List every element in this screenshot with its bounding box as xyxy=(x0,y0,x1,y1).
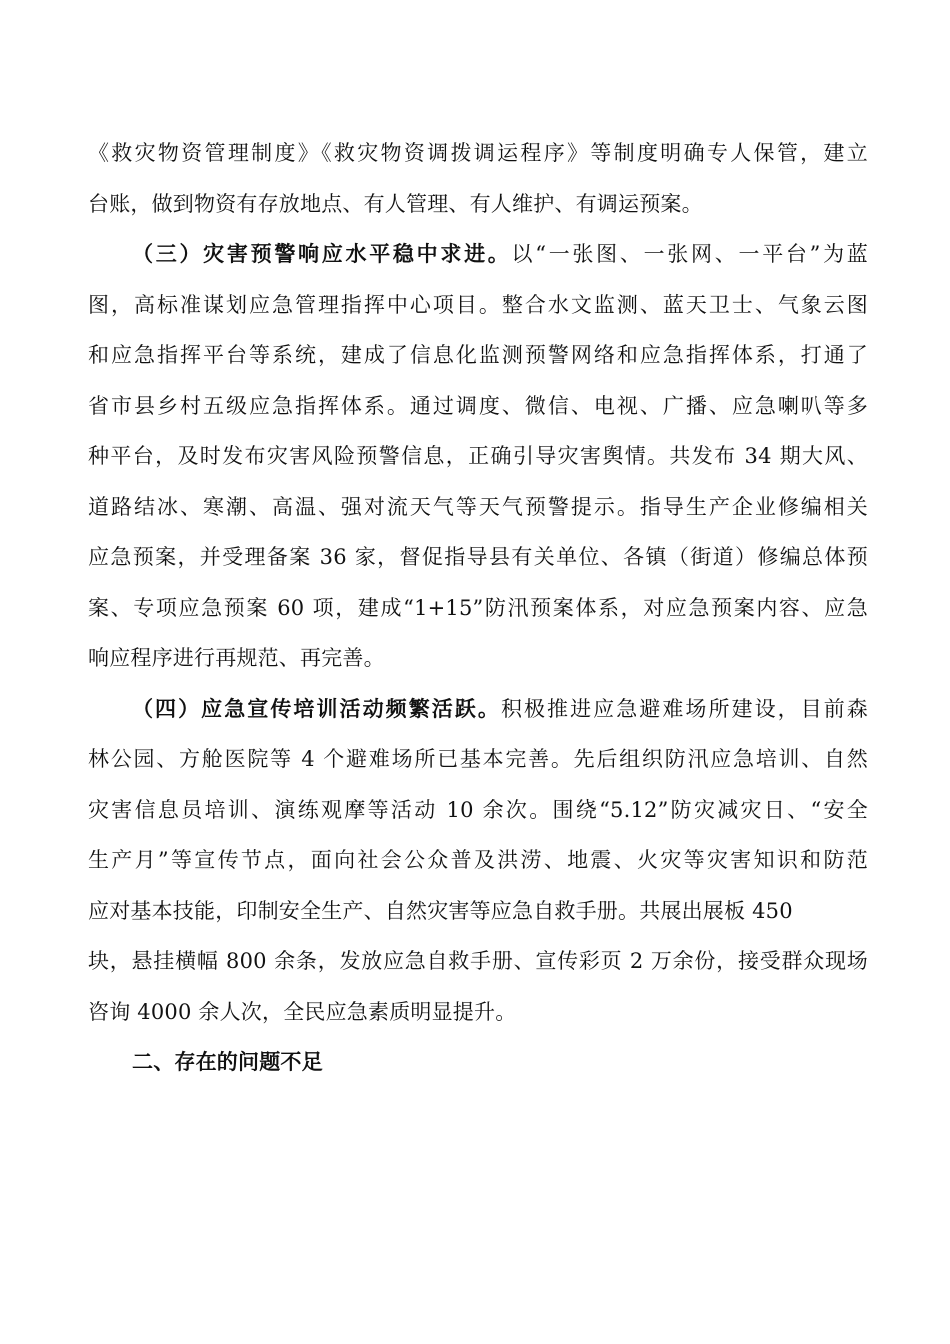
text-line: 应对基本技能，印制安全生产、自然灾害等应急自救手册。共展出展板 450 xyxy=(88,898,793,923)
text-line: 种平台，及时发布灾害风险预警信息，正确引导灾害舆情。共发布 34 期大风、 xyxy=(88,444,868,468)
document-body xyxy=(88,128,868,1088)
section-3-first-line xyxy=(88,229,868,280)
text-line: 响应程序进行再规范、再完善。 xyxy=(88,646,385,670)
text-line: 生产月”等宣传节点，面向社会公众普及洪涝、地震、火灾等灾害知识和防范 xyxy=(88,848,868,872)
text-line: 和应急指挥平台等系统，建成了信息化监测预警网络和应急指挥体系，打通了 xyxy=(88,343,868,367)
text-line: 道路结冰、寒潮、高温、强对流天气等天气预警提示。指导生产企业修编相关 xyxy=(88,494,868,519)
text-line: 灾害信息员培训、演练观摩等活动 10 余次。围绕“5.12”防灾减灾日、“安全 xyxy=(88,797,868,822)
text-line: 案、专项应急预案 60 项，建成“1+15”防汛预案体系，对应急预案内容、应急 xyxy=(88,595,868,620)
text-line: 应急预案，并受理备案 36 家，督促指导县有关单位、各镇（街道）修编总体预 xyxy=(88,545,868,569)
section-4-first-line xyxy=(88,684,868,735)
section-4-lead-text: 积极推进应急避难场所建设，目前森 xyxy=(500,696,869,721)
text-line: 块，悬挂横幅 800 余条，发放应急自救手册、宣传彩页 2 万余份，接受群众现场 xyxy=(88,949,868,973)
text-line: 省市县乡村五级应急指挥体系。通过调度、微信、电视、广播、应急喇叭等多 xyxy=(88,393,868,418)
text-line: 台账，做到物资有存放地点、有人管理、有人维护、有调运预案。 xyxy=(88,191,703,216)
section-two-title: 二、存在的问题不足 xyxy=(132,1049,323,1074)
text-line: 咨询 4000 余人次，全民应急素质明显提升。 xyxy=(88,999,517,1024)
text-line: 图，高标准谋划应急管理指挥中心项目。整合水文监测、蓝天卫士、气象云图 xyxy=(88,292,868,317)
section-3-heading: （三）灾害预警响应水平稳中求进。 xyxy=(132,241,512,266)
text-line: 林公园、方舱医院等 4 个避难场所已基本完善。先后组织防汛应急培训、自然 xyxy=(88,747,868,771)
text-line: 《救灾物资管理制度》《救灾物资调拨调运程序》等制度明确专人保管，建立 xyxy=(88,141,868,165)
section-3-lead-text: 以“一张图、一张网、一平台”为蓝 xyxy=(511,242,869,266)
section-4-heading: （四）应急宣传培训活动频繁活跃。 xyxy=(132,695,501,721)
